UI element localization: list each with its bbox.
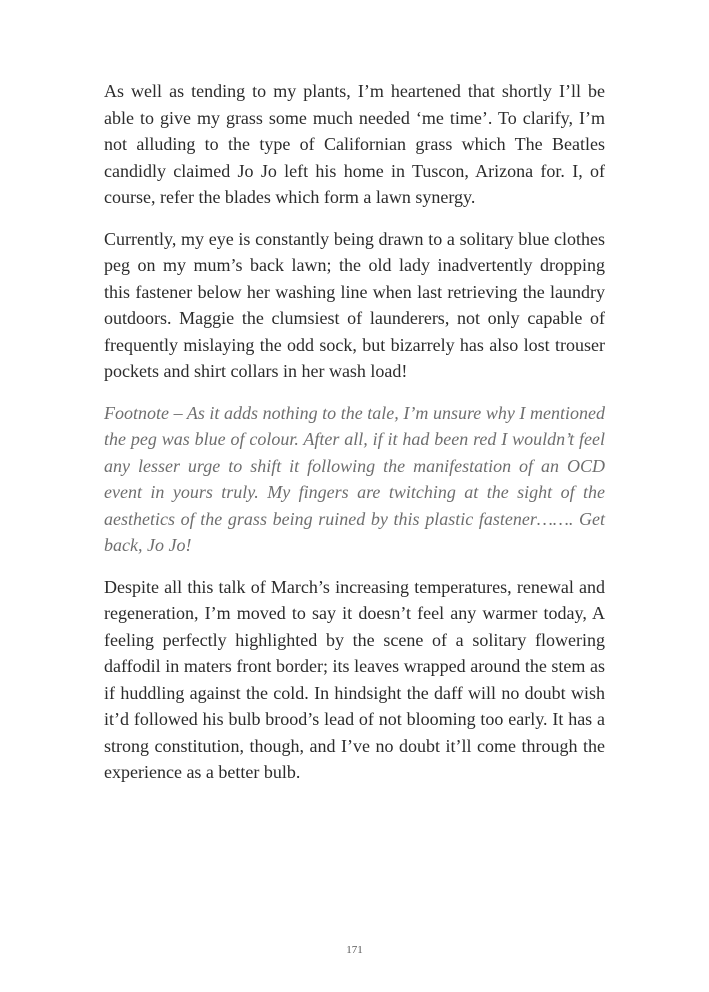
page-body (104, 78, 605, 801)
footnote-paragraph: Footnote – As it adds nothing to the tale, I’m unsure why I mentioned the peg was blue of colour. After all, if it had been red I wouldn’t feel any lesser urge to shift it following the manifestation of an OCD event in yours truly. My fingers are twitching at the sight of the aesthetics of the grass being ruined by this plastic fastener……. Get back, Jo Jo! (104, 402, 605, 555)
paragraph-daffodil: Despite all this talk of March’s increasing temperatures, renewal and regeneration, I’m moved to say it doesn’t feel any warmer today, A feeling perfectly highlighted by the scene of a solitary flowering daffodil in maters front border; its leaves wrapped around the stem as if huddling against the cold. In hindsight the daff will no doubt wish it’d followed his bulb brood’s lead of not blooming too early. It has a strong constitution, though, and I’ve no doubt it’ll come through the experience as a better bulb. (104, 576, 605, 782)
paragraph-grass-intro: As well as tending to my plants, I’m heartened that shortly I’ll be able to give my grass some much needed ‘me time’. To clarify, I’m not alluding to the type of Californian grass which The Beatles candidly claimed Jo Jo left his home in Tuscon, Arizona for. I, of course, refer the blades which form a lawn synergy. (104, 81, 605, 207)
paragraph-clothes-peg: Currently, my eye is constantly being drawn to a solitary blue clothes peg on my mum’s back lawn; the old lady inadvertently dropping this fastener below her washing line when last retrieving the laundry outdoors. Maggie the clumsiest of launderers, not only capable of frequently mislaying the odd sock, but bizarrely has also lost trouser pockets and shirt collars in her wash load! (104, 228, 605, 381)
page-number: 171 (346, 944, 363, 956)
